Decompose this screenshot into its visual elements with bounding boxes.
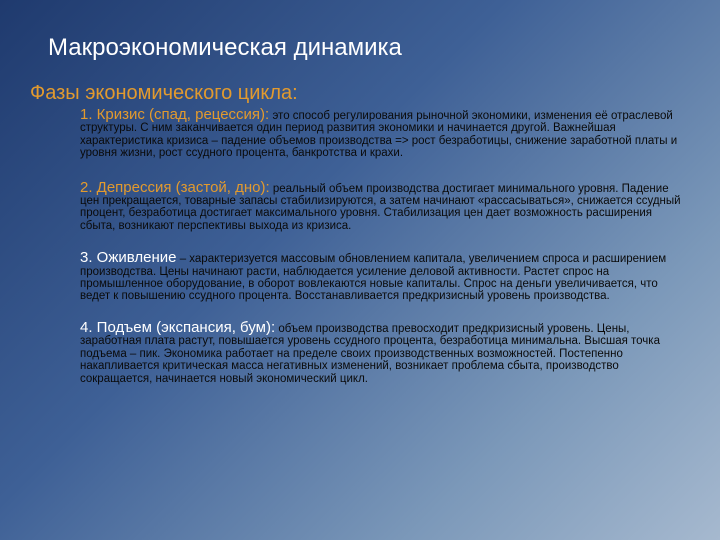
phase-text: реальный объем производства достигает минимального уровня. Падение цен прекращается, товарные запасы стабилизируются, а затем начинают «рассасываться», снижается ссудный процент, безработица достигает максимального уровня. Стабилизация цен дает возможность расширения сбыта, возникают перспективы выхода из кризиса. <box>80 182 681 232</box>
phase-label: 1. Кризис (спад, рецессия): <box>80 106 270 123</box>
phase-item-boom <box>80 318 690 385</box>
phase-text: объем производства превосходит предкризисный уровень. Цены, заработная плата растут, повышается уровень ссудного процента, безработица минимальна. Высшая точка подъема – пик. Экономика работает на пределе своих производственных возможностей. Постепенно накапливается критическая масса негативных изменений, возникает проблема сбыта, производство сокращается, начинается новый экономический цикл. <box>80 322 660 385</box>
phase-item-depression <box>80 178 690 233</box>
phase-label: 4. Подъем (экспансия, бум): <box>80 318 276 336</box>
phase-label: 3. Оживление <box>80 249 177 267</box>
phase-text: – характеризуется массовым обновлением капитала, увеличением спроса и расширением производства. Цены начинают расти, наблюдается усиление деловой активности. Растет спрос на промышленное оборудование, в оборот вовлекаются новые капиталы. Спрос на деньги увеличивается, что ведет к повышению ссудного процента. Восстанавливается предкризисный уровень производства. <box>80 253 667 303</box>
phase-list <box>80 106 690 385</box>
slide-title: Макроэкономическая динамика <box>48 34 402 61</box>
phase-item-crisis <box>80 106 690 160</box>
slide-subtitle: Фазы экономического цикла: <box>30 82 298 104</box>
phase-item-recovery <box>80 249 690 303</box>
phase-label: 2. Депрессия (застой, дно): <box>80 178 270 196</box>
phase-text: это способ регулирования рыночной экономики, изменения её отраслевой структуры. С ним заканчивается один период развития экономики и начинается другой. Важнейшая характеристика кризиса – падение объемов производства => рост безработицы, снижение заработной платы и уровня жизни, рост ссудного процента, банкротства и крахи. <box>80 110 678 160</box>
